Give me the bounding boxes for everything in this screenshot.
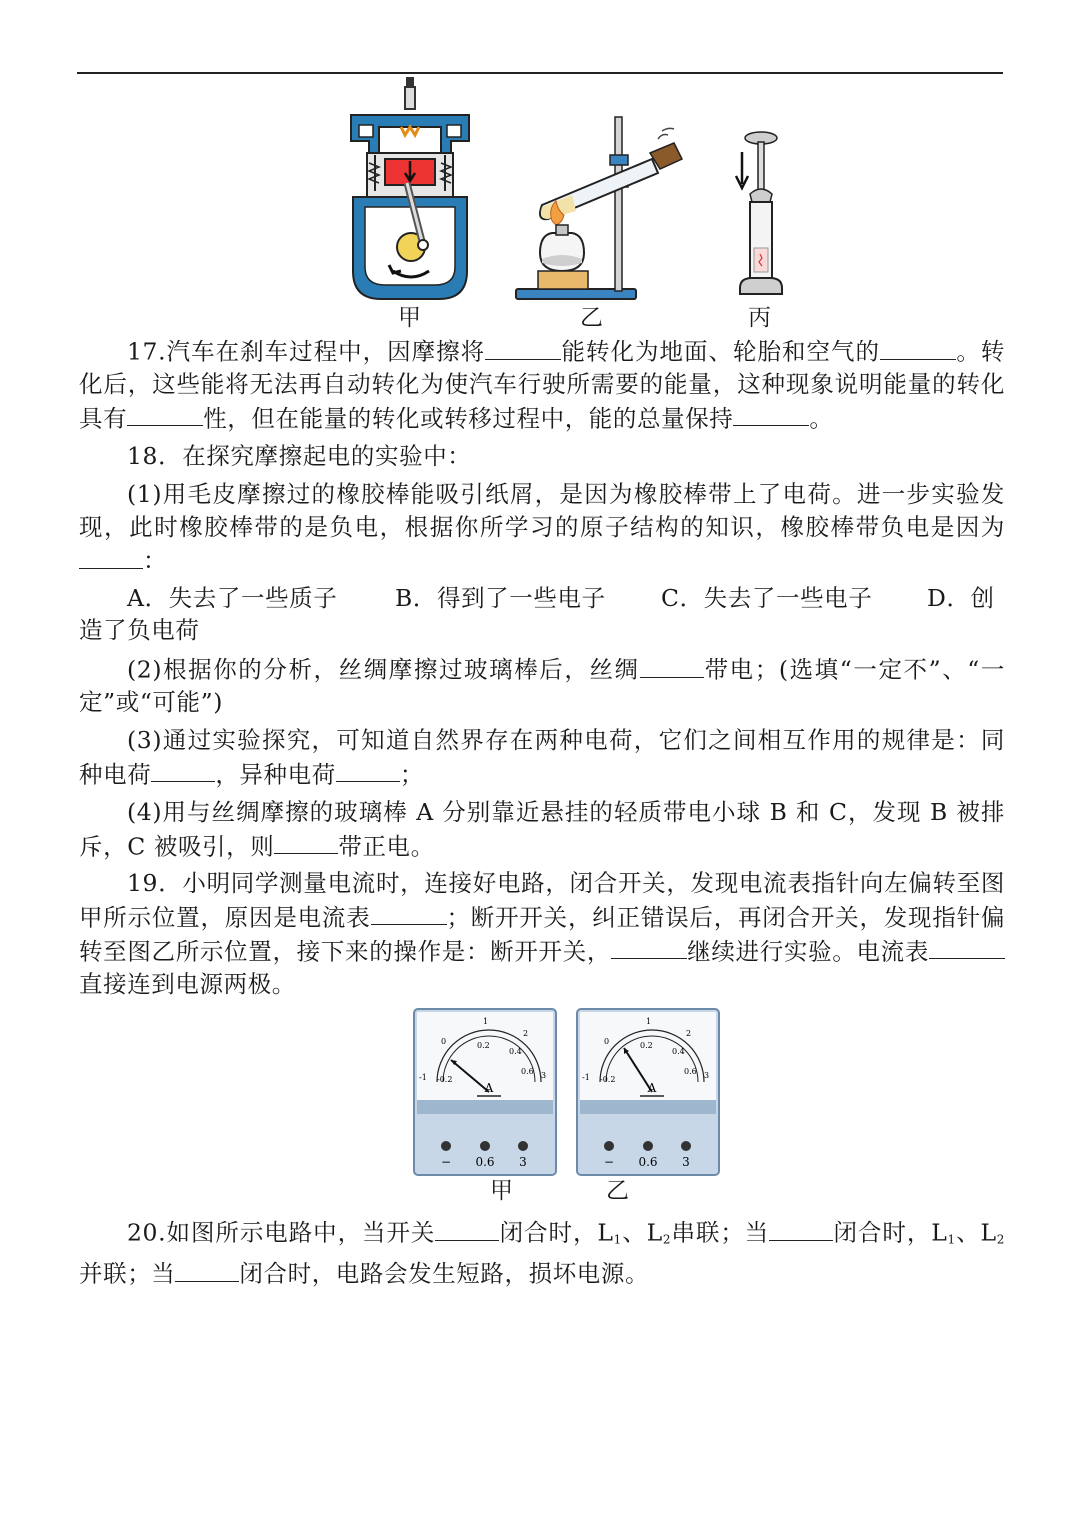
terminal-label: 0.6 bbox=[475, 1155, 495, 1169]
scale-label: -1 bbox=[419, 1073, 427, 1082]
answer-blank[interactable] bbox=[151, 757, 215, 783]
scale-label: 3 bbox=[704, 1071, 710, 1080]
option-d-continued: 造了负电荷 bbox=[79, 616, 200, 644]
figure-caption-bing: 丙 bbox=[748, 305, 771, 331]
answer-blank[interactable] bbox=[435, 1215, 499, 1241]
answer-blank[interactable] bbox=[611, 934, 687, 960]
test-tube-heating-diagram bbox=[512, 113, 690, 303]
question-19: 19．小明同学测量电流时，连接好电路，闭合开关，发现电流表指针向左偏转至图甲所示位置，原因是电流表 ；断开开关，纠正错误后，再闭合开关，发现指针偏转至图乙所示位置，接下来的操作是：断开开关， 继续进行实验。电流表直接连到电源两极。 bbox=[79, 869, 1005, 998]
answer-blank[interactable] bbox=[175, 1256, 239, 1282]
answer-blank[interactable] bbox=[485, 334, 561, 360]
answer-blank[interactable] bbox=[79, 543, 143, 569]
terminal-label: − bbox=[603, 1155, 615, 1169]
scale-label: 1 bbox=[646, 1017, 652, 1026]
ammeter-yi bbox=[576, 1008, 720, 1176]
scale-label: 0.4 bbox=[509, 1047, 522, 1056]
question-18-part-4: (4)用与丝绸摩擦的玻璃棒 A 分别靠近悬挂的轻质带电小球 B 和 C，发现 B 被排斥，C 被吸引，则 带正电。 bbox=[79, 798, 1005, 861]
answer-blank[interactable] bbox=[274, 829, 338, 855]
answer-blank[interactable] bbox=[336, 757, 400, 783]
meter-caption-jia: 甲 bbox=[490, 1178, 513, 1204]
option-b[interactable]: B．得到了一些电子 bbox=[395, 584, 606, 612]
meter-caption-yi: 乙 bbox=[606, 1178, 629, 1204]
answer-blank[interactable] bbox=[640, 652, 704, 678]
terminal-label: 3 bbox=[682, 1155, 690, 1169]
scale-label: 2 bbox=[686, 1029, 692, 1038]
option-a[interactable]: A．失去了一些质子 bbox=[127, 584, 338, 612]
answer-blank[interactable] bbox=[880, 334, 956, 360]
scale-label: 0 bbox=[604, 1037, 610, 1046]
scale-label: 0.4 bbox=[672, 1047, 685, 1056]
answer-blank[interactable] bbox=[769, 1215, 833, 1241]
question-17: 17.汽车在刹车过程中，因摩擦将 能转化为地面、轮胎和空气的 。转化后，这些能将无法再自动转化为使汽车行驶所需要的能量，这种现象说明能量的转化具有 性，但在能量的转化或转移过程中，能的总量保持 。 bbox=[79, 334, 1005, 435]
unit-label: A bbox=[484, 1081, 494, 1095]
option-c[interactable]: C．失去了一些电子 bbox=[661, 584, 873, 612]
answer-blank[interactable] bbox=[733, 401, 809, 427]
scale-label: -0.2 bbox=[437, 1075, 453, 1084]
header-rule bbox=[77, 72, 1003, 74]
ammeter-jia bbox=[413, 1008, 557, 1176]
figure-caption-yi: 乙 bbox=[580, 305, 603, 331]
pump-diagram bbox=[730, 128, 790, 302]
question-18-part-1: (1)用毛皮摩擦过的橡胶棒能吸引纸屑，是因为橡胶棒带上了电荷。进一步实验发现，此时橡胶棒带的是负电，根据你所学习的原子结构的知识，橡胶棒带负电是因为： bbox=[79, 480, 1005, 575]
answer-blank[interactable] bbox=[371, 900, 447, 926]
figure-caption-jia: 甲 bbox=[398, 305, 421, 331]
question-18-part-2: (2)根据你的分析，丝绸摩擦过玻璃棒后，丝绸 带电；(选填“一定不”、“一定”或“可能”) bbox=[79, 652, 1005, 719]
answer-blank[interactable] bbox=[127, 401, 203, 427]
scale-label: -0.2 bbox=[600, 1075, 616, 1084]
question-20: 20.如图所示电路中，当开关 闭合时，$L_1$、$L_2$串联；当 闭合时，$L_1$、$L_2$并联；当 闭合时，电路会发生短路，损坏电源。 bbox=[79, 1215, 1005, 1290]
terminal-label: 0.6 bbox=[638, 1155, 658, 1169]
scale-label: 0.2 bbox=[640, 1041, 653, 1050]
terminal-label: − bbox=[440, 1155, 452, 1169]
answer-blank[interactable] bbox=[929, 934, 1005, 960]
scale-label: 2 bbox=[523, 1029, 529, 1038]
scale-label: 0.6 bbox=[684, 1067, 697, 1076]
scale-label: 3 bbox=[541, 1071, 547, 1080]
option-d[interactable]: D．创 bbox=[927, 584, 995, 612]
question-18-part-3: (3)通过实验探究，可知道自然界存在两种电荷，它们之间相互作用的规律是：同种电荷 ，异种电荷 ； bbox=[79, 726, 1005, 789]
scale-label: 0.6 bbox=[521, 1067, 534, 1076]
unit-label: A bbox=[647, 1081, 657, 1095]
terminal-label: 3 bbox=[519, 1155, 527, 1169]
question-18-intro: 18．在探究摩擦起电的实验中： bbox=[127, 442, 472, 470]
scale-label: 1 bbox=[483, 1017, 489, 1026]
scale-label: 0.2 bbox=[477, 1041, 490, 1050]
scale-label: 0 bbox=[441, 1037, 447, 1046]
engine-diagram bbox=[345, 75, 475, 303]
scale-label: -1 bbox=[582, 1073, 590, 1082]
